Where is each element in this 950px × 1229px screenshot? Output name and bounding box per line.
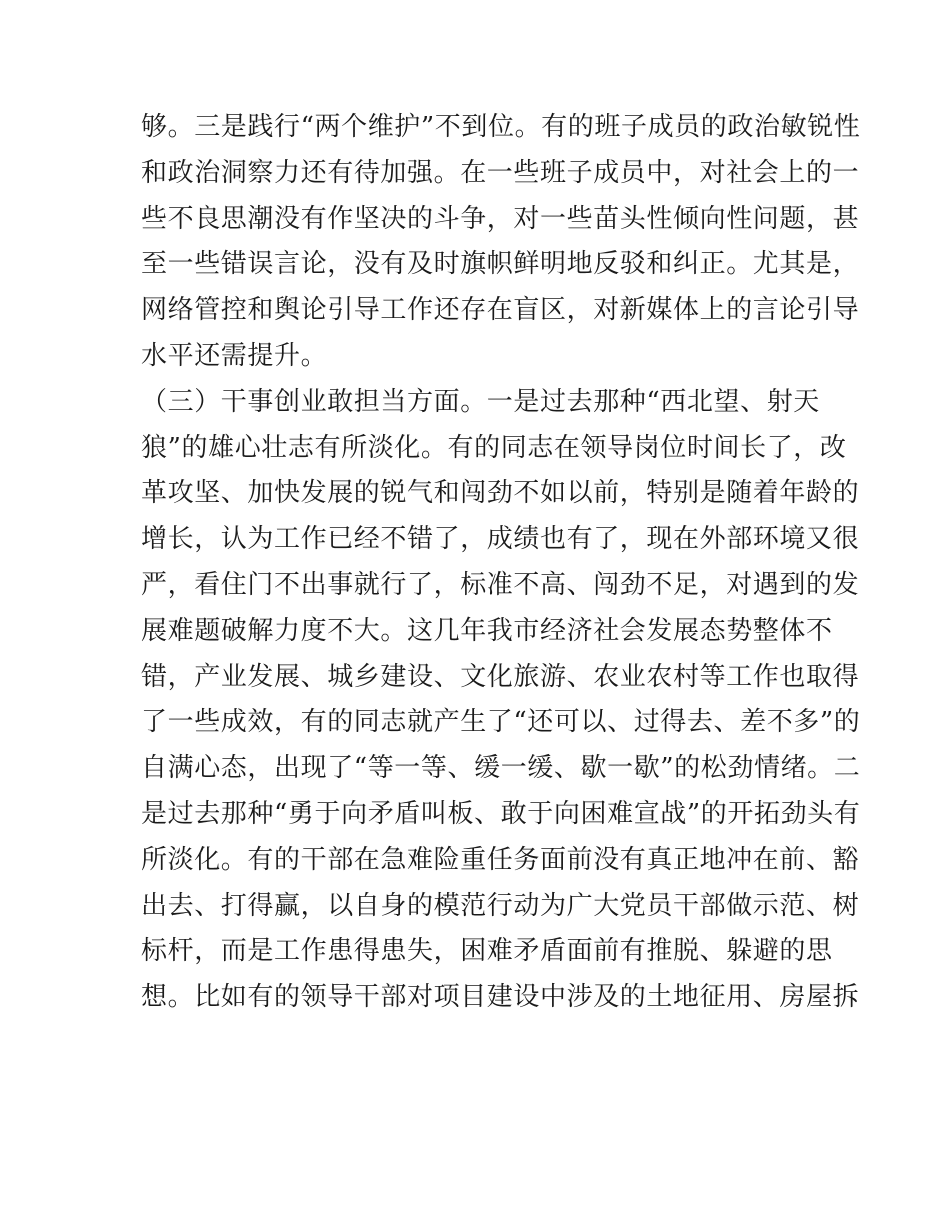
text-line: 出去、打得赢，以自身的模范行动为广大党员干部做示范、树 <box>141 890 860 921</box>
text-line: 自满心态，出现了“等一等、缓一缓、歇一歇”的松劲情绪。二 <box>141 753 861 784</box>
text-line: 标杆，而是工作患得患失，困难矛盾面前有推脱、躲避的思 <box>141 936 833 967</box>
text-line: 够。三是践行“两个维护”不到位。有的班子成员的政治敏锐性 <box>141 112 861 142</box>
text-line: 所淡化。有的干部在急难险重任务面前没有真正地冲在前、豁 <box>141 844 860 875</box>
text-line: 了一些成效，有的同志就产生了“还可以、过得去、差不多”的 <box>141 707 861 738</box>
text-line: 狼”的雄心壮志有所淡化。有的同志在领导岗位时间长了，改 <box>141 432 847 463</box>
text-line: 严，看住门不出事就行了，标准不高、闯劲不足，对遇到的发 <box>141 569 860 600</box>
text-line: 至一些错误言论，没有及时旗帜鲜明地反驳和纠正。尤其是， <box>141 249 860 280</box>
text-line: 是过去那种“勇于向矛盾叫板、敢于向困难宣战”的开拓劲头有 <box>141 798 861 829</box>
body-text <box>141 105 861 1021</box>
text-line: 些不良思潮没有作坚决的斗争，对一些苗头性倾向性问题，甚 <box>141 203 860 234</box>
text-line: 水平还需提升。 <box>141 340 328 371</box>
text-line: 网络管控和舆论引导工作还存在盲区，对新媒体上的言论引导 <box>141 295 860 326</box>
section-heading-line: （三）干事创业敢担当方面。一是过去那种“西北望、射天 <box>141 386 820 417</box>
text-line: 和政治洞察力还有待加强。在一些班子成员中，对社会上的一 <box>141 157 860 188</box>
text-line: 错，产业发展、城乡建设、文化旅游、农业农村等工作也取得 <box>141 661 860 692</box>
text-line: 想。比如有的领导干部对项目建设中涉及的土地征用、房屋拆 <box>141 982 860 1013</box>
text-line: 展难题破解力度不大。这几年我市经济社会发展态势整体不 <box>141 615 833 646</box>
text-line: 增长，认为工作已经不错了，成绩也有了，现在外部环境又很 <box>141 524 860 555</box>
text-line: 革攻坚、加快发展的锐气和闯劲不如以前，特别是随着年龄的 <box>141 478 860 509</box>
